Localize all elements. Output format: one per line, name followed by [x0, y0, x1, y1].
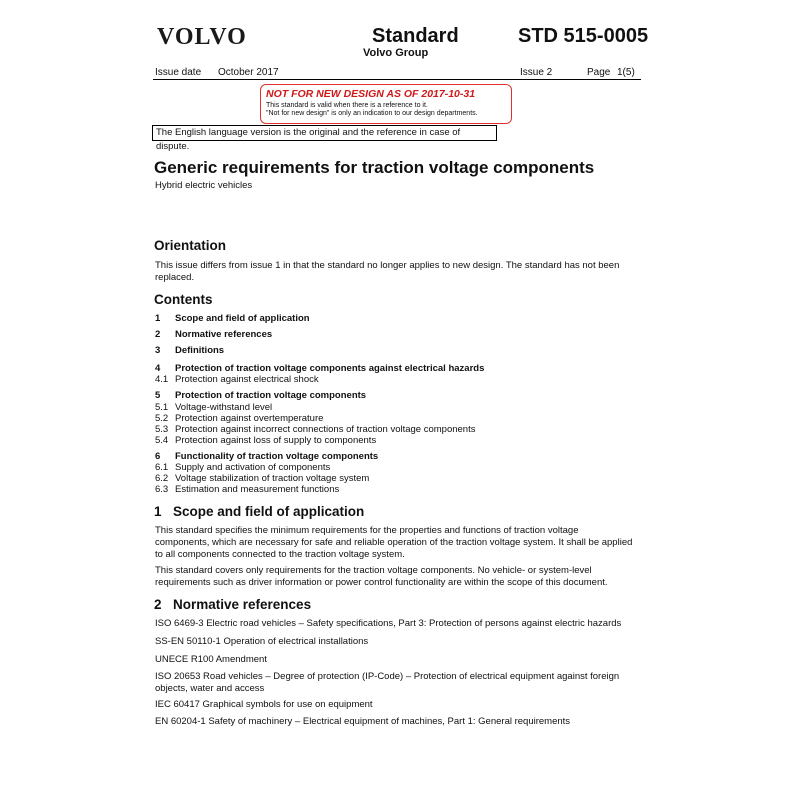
orientation-heading: Orientation [154, 238, 227, 253]
toc-label: Protection against incorrect connections of traction voltage components [175, 424, 476, 435]
toc-num: 6.2 [155, 473, 169, 484]
toc-num: 4 [155, 363, 161, 374]
issue-date: October 2017 [218, 67, 279, 78]
toc-num: 2 [155, 329, 161, 340]
toc-label: Functionality of traction voltage components [175, 451, 379, 462]
section-1-heading: Scope and field of application [173, 504, 365, 519]
toc-num: 6.1 [155, 462, 169, 473]
reference-item: ISO 6469-3 Electric road vehicles – Safety specifications, Part 3: Protection of persons against electric hazards [155, 618, 622, 629]
toc-num: 6.3 [155, 484, 169, 495]
contents-heading: Contents [154, 292, 213, 307]
toc-label: Normative references [175, 329, 273, 340]
toc-label: Protection against electrical shock [175, 374, 319, 385]
reference-item: ISO 20653 Road vehicles – Degree of protection (IP-Code) – Protection of electrical equipment against foreign objects, water and access [155, 671, 620, 694]
volvo-logo: VOLVO [157, 24, 247, 50]
toc-num: 5.4 [155, 435, 169, 446]
document-title: Generic requirements for traction voltage components [154, 158, 595, 177]
toc-label: Supply and activation of components [175, 462, 331, 473]
toc-num: 5 [155, 390, 161, 401]
section-1-paragraph-1: This standard specifies the minimum requirements for the properties and functions of traction voltage components, which are necessary for safe and reliable operation of the traction voltage system. It shall be applied to all components connected to the traction voltage system. [155, 525, 633, 560]
orientation-text: This issue differs from issue 1 in that the standard no longer applies to new design. The standard has not been replaced. [155, 260, 620, 283]
issue-date-label: Issue date [155, 67, 202, 78]
page-label: Page [587, 67, 611, 78]
group-name: Volvo Group [363, 47, 429, 59]
doc-type: Standard [372, 25, 459, 47]
section-2-number: 2 [154, 597, 162, 612]
toc-label: Protection against overtemperature [175, 413, 324, 424]
toc-num: 5.2 [155, 413, 169, 424]
section-1-number: 1 [154, 504, 162, 519]
toc-label: Protection of traction voltage components [175, 390, 367, 401]
toc-label: Estimation and measurement functions [175, 484, 340, 495]
notice-line-1: This standard is valid when there is a reference to it. [266, 102, 428, 109]
notice-title: NOT FOR NEW DESIGN AS OF 2017-10-31 [266, 88, 476, 100]
reference-item: UNECE R100 Amendment [155, 654, 267, 665]
issue-number: Issue 2 [520, 67, 553, 78]
section-1-paragraph-2: This standard covers only requirements for the traction voltage components. No vehicle- or system-level requirements such as driver information or power control functionality are within the scope of this document. [155, 565, 608, 588]
reference-item: SS-EN 50110-1 Operation of electrical installations [155, 636, 369, 647]
document-subtitle: Hybrid electric vehicles [155, 180, 253, 191]
toc-label: Definitions [175, 345, 225, 356]
toc-num: 5.1 [155, 402, 169, 413]
toc-num: 4.1 [155, 374, 169, 385]
toc-label: Protection of traction voltage components against electrical hazards [175, 363, 485, 374]
notice-line-2: "Not for new design" is only an indication to our design departments. [266, 110, 478, 117]
toc-label: Voltage stabilization of traction voltage system [175, 473, 370, 484]
toc-num: 5.3 [155, 424, 169, 435]
language-note: The English language version is the original and the reference in case of dispute. [152, 125, 497, 141]
toc-label: Protection against loss of supply to components [175, 435, 377, 446]
not-for-new-design-notice [260, 84, 512, 124]
toc-num: 6 [155, 451, 161, 462]
toc-label: Scope and field of application [175, 313, 310, 324]
toc-num: 3 [155, 345, 161, 356]
toc-label: Voltage-withstand level [175, 402, 273, 413]
reference-item: IEC 60417 Graphical symbols for use on equipment [155, 699, 373, 710]
section-2-heading: Normative references [173, 597, 312, 612]
page-number: 1(5) [617, 67, 635, 78]
toc-num: 1 [155, 313, 161, 324]
header-divider [153, 79, 641, 80]
reference-item: EN 60204-1 Safety of machinery – Electrical equipment of machines, Part 1: General requirements [155, 716, 571, 727]
standard-number: STD 515-0005 [518, 25, 649, 47]
